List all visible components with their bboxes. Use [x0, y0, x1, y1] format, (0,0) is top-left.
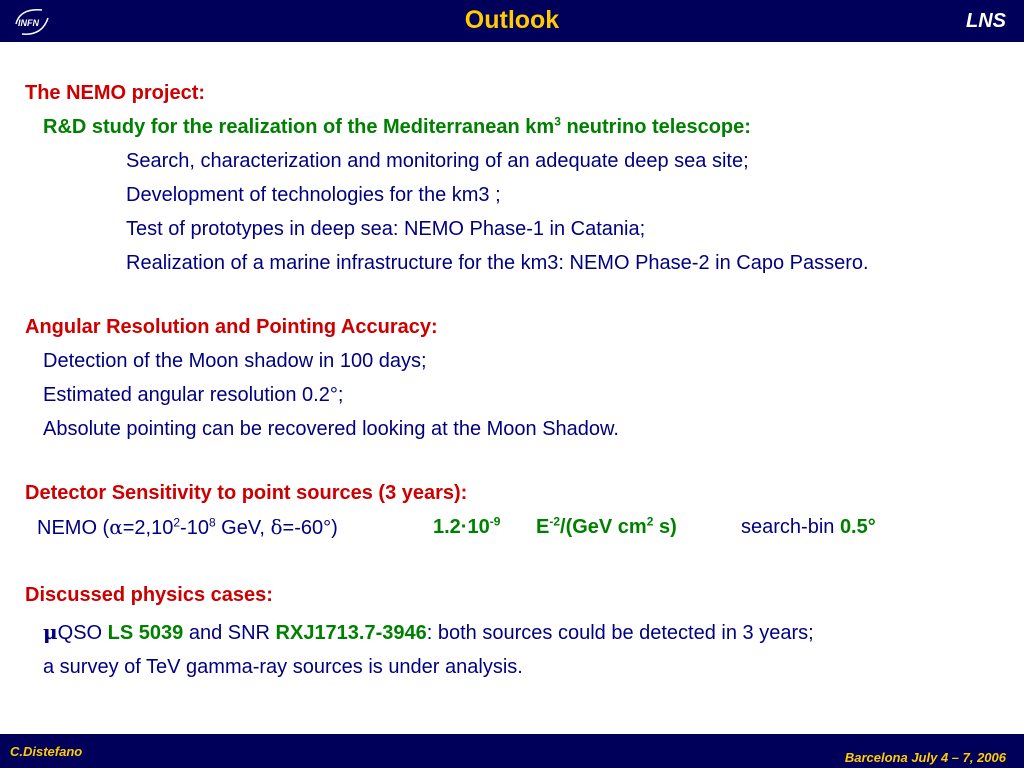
config-text-2: =2,10 — [122, 517, 174, 539]
rd-sup: 3 — [554, 114, 561, 129]
physics-text-end: : both sources could be detected in 3 years; — [426, 622, 814, 644]
unit-text-a: E — [536, 516, 550, 538]
nemo-item-1: Search, characterization and monitoring of an adequate deep sea site; — [126, 150, 749, 172]
sensitivity-value — [433, 515, 500, 539]
flux-exponent: -9 — [489, 514, 501, 529]
config-text-5: =-60°) — [282, 517, 338, 539]
nemo-item-3: Test of prototypes in deep sea: NEMO Phase-1 in Catania; — [126, 218, 646, 240]
unit-text-b: /(GeV cm — [560, 516, 647, 538]
config-text-3: -10 — [180, 517, 209, 539]
nemo-rd-line — [43, 115, 751, 139]
sensitivity-config — [37, 515, 338, 540]
config-sup-1: 2 — [173, 515, 181, 530]
nemo-heading: The NEMO project: — [25, 82, 206, 104]
lab-label: LNS — [966, 10, 1006, 32]
config-text-1: NEMO ( — [37, 517, 110, 539]
alpha-symbol: α — [109, 515, 123, 539]
source-ls5039: LS 5039 — [107, 622, 184, 644]
qso-label: QSO — [57, 622, 108, 644]
physics-line-2: a survey of TeV gamma-ray sources is under analysis. — [43, 656, 523, 678]
flux-value: 1.2·10 — [433, 516, 490, 538]
svg-text:INFN: INFN — [18, 18, 39, 28]
mu-symbol: μ — [43, 620, 58, 644]
slide-title: Outlook — [464, 6, 560, 34]
rd-text-a: R&D study for the realization of the Mediterranean km — [43, 116, 555, 138]
nemo-item-4: Realization of a marine infrastructure for the km3: NEMO Phase-2 in Capo Passero. — [126, 252, 869, 274]
author-label: C.Distefano — [10, 744, 83, 759]
angular-heading: Angular Resolution and Pointing Accuracy: — [25, 316, 438, 338]
physics-line-1 — [43, 620, 814, 645]
search-bin — [741, 515, 876, 539]
source-rxj: RXJ1713.7-3946 — [275, 622, 427, 644]
unit-text-c: s) — [653, 516, 677, 538]
unit-sup-1: -2 — [549, 514, 561, 529]
bin-label: search-bin — [741, 516, 840, 538]
angular-item-2: Estimated angular resolution 0.2°; — [43, 384, 344, 406]
config-text-4: GeV, — [215, 517, 271, 539]
config-sup-2: 8 — [208, 515, 216, 530]
unit-sup-2: 2 — [646, 514, 654, 529]
angular-item-3: Absolute pointing can be recovered looking at the Moon Shadow. — [43, 418, 619, 440]
sensitivity-heading: Detector Sensitivity to point sources (3 years): — [25, 482, 468, 504]
footer-bar — [0, 734, 1024, 768]
angular-item-1: Detection of the Moon shadow in 100 days; — [43, 350, 427, 372]
delta-symbol: δ — [270, 515, 283, 539]
bin-value: 0.5° — [839, 516, 876, 538]
sensitivity-unit — [536, 515, 677, 539]
nemo-item-2: Development of technologies for the km3 ; — [126, 184, 501, 206]
snr-label: and SNR — [183, 622, 276, 644]
rd-text-b: neutrino telescope: — [560, 116, 751, 138]
physics-heading: Discussed physics cases: — [25, 584, 273, 606]
header-bar — [0, 0, 1024, 42]
venue-label: Barcelona July 4 – 7, 2006 — [844, 750, 1006, 765]
